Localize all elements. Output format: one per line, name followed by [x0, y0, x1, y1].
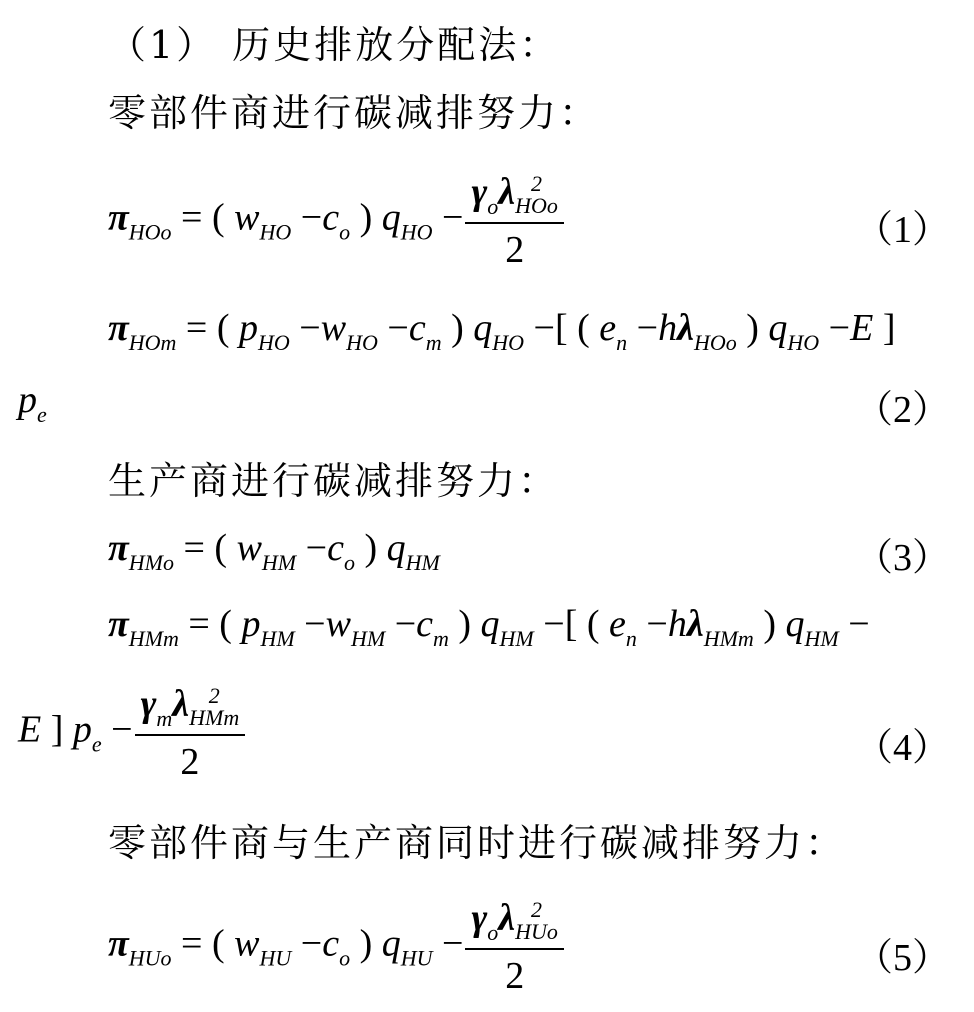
equation-1: $\pi_{HOo}$ = ( $w_{HO} -c_o$ ) $q_{HO}$ − $\gamma_o\lambda$ 2 HOo 2 [108, 170, 566, 272]
subheading-both: 零部件商与生产商同时进行碳减排努力： [108, 821, 847, 865]
equation-5: $\pi_{HUo}$ = ( $w_{HU} -c_o$ ) $q_{HU}$ − $\gamma_o\lambda$ 2 HUo 2 [108, 896, 566, 998]
equation-number-2: （2） [854, 389, 950, 431]
equation-3: $\pi_{HMo}$ = ( $w_{HM} -c_o$ ) $q_{HM}$ [108, 527, 440, 575]
subheading-manufacturer: 生产商进行碳减排努力： [108, 459, 560, 503]
section-heading-method: （1） 历史排放分配法： [108, 23, 561, 67]
equation-2-line-2: $p_e$ [18, 379, 47, 427]
equation-number-3: （3） [854, 537, 950, 579]
equation-number-1: （1） [854, 209, 950, 251]
equation-number-4: （4） [854, 727, 950, 769]
equation-4-line-2: E ] $p_e$ − $\gamma_m\lambda$ 2 HMm 2 [18, 682, 247, 784]
subheading-supplier: 零部件商进行碳减排努力： [108, 91, 601, 135]
equation-number-5: （5） [854, 937, 950, 979]
equation-2-line-1: $\pi_{HOm}$ = ( $p_{HO} -w_{HO} -c_m$ ) $q_{HO}$ −[ ( $e_n -h\lambda_{HOo}$ ) $q_{HO} -E$ ] [108, 307, 896, 355]
equation-4-line-1: $\pi_{HMm}$ = ( $p_{HM} -w_{HM} -c_m$ ) $q_{HM}$ −[ ( $e_n -h\lambda_{HMm}$ ) $q_{HM}$ − [108, 603, 870, 651]
